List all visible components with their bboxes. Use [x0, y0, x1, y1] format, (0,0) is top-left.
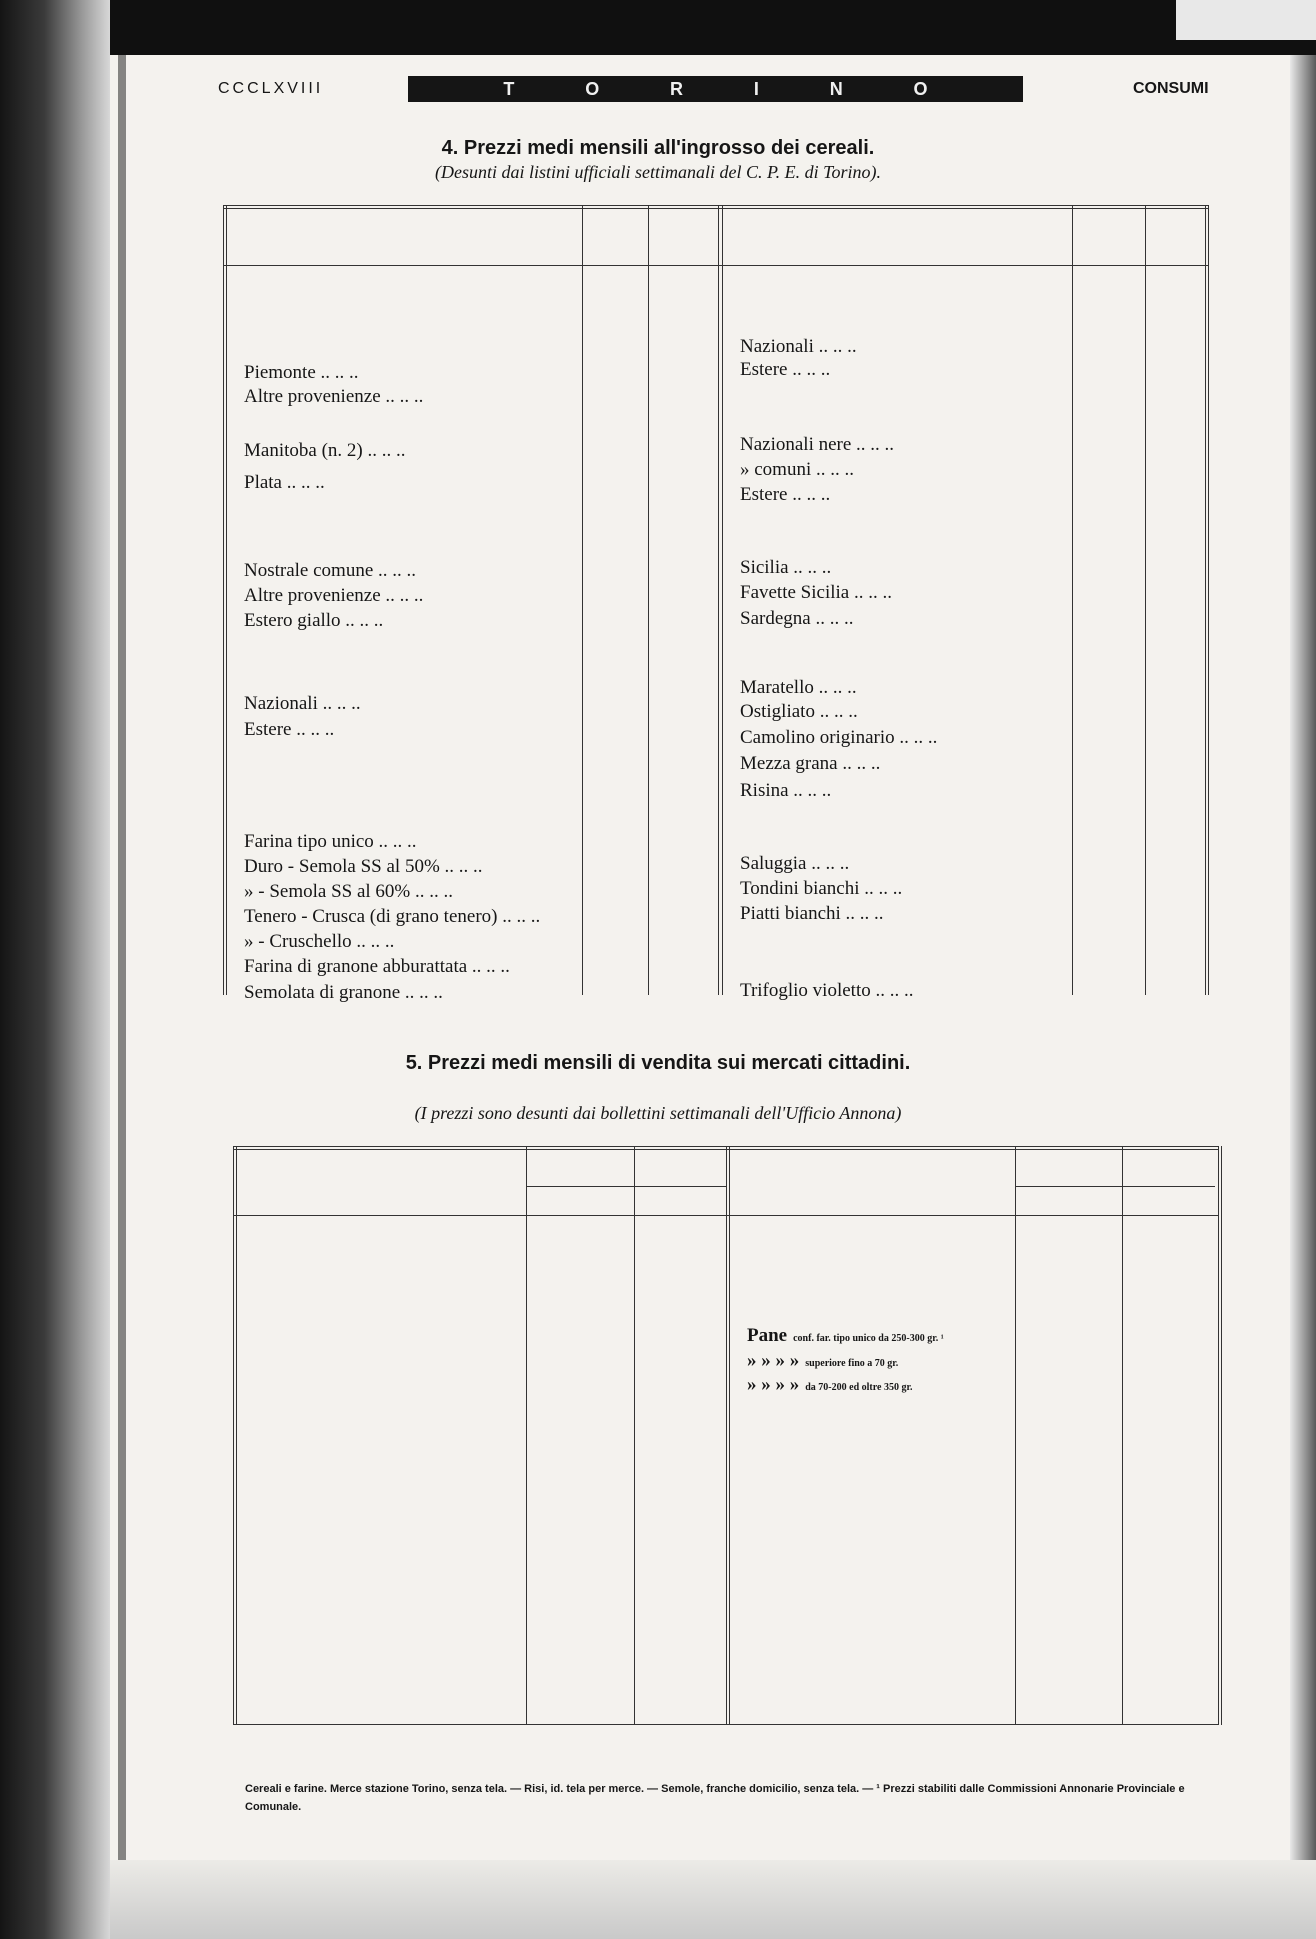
table5-prezzi-rule [526, 1186, 726, 1187]
table4-row-label: Piatti bianchi .. .. .. [740, 903, 884, 924]
table5-column-rule [236, 1146, 237, 1725]
table4-row-label: Estere .. .. .. [244, 719, 335, 740]
table4-row-label: Mezza grana .. .. .. [740, 753, 881, 774]
table4-row-label: Sicilia .. .. .. [740, 557, 832, 578]
city-letter: R [670, 78, 684, 99]
footnote: Cereali e farine. Merce stazione Torino, senza tela. — Risi, id. tela per merce. — Semole, franche domicilio, senza tela. — ¹ Prezzi stabiliti dalle Commissioni Annonarie Provinciale e Comunale. [245, 1783, 1185, 1813]
table5-row-note: da 70-200 ed oltre 350 gr. [805, 1382, 913, 1393]
city-letter: T [503, 78, 515, 99]
table5-row-label-text: » » » » [747, 1374, 800, 1395]
table4-row-label: Altre provenienze .. .. .. [244, 585, 424, 606]
table4-row-label: Maratello .. .. .. [740, 677, 857, 698]
table4-row-label: Tondini bianchi .. .. .. [740, 878, 903, 899]
table4-row-label: Duro - Semola SS al 50% .. .. .. [244, 856, 483, 877]
table4-row-label: » - Semola SS al 60% .. .. .. [244, 881, 453, 902]
table4-row-label: Altre provenienze .. .. .. [244, 386, 424, 407]
city-letter: O [913, 78, 928, 99]
table4-row-label: Sardegna .. .. .. [740, 608, 854, 629]
table4-row-label: Farina tipo unico .. .. .. [244, 831, 417, 852]
table4-row-label: Nostrale comune .. .. .. [244, 560, 417, 581]
table5-title: 5. Prezzi medi mensili di vendita sui mercati cittadini. [405, 1052, 911, 1074]
table4-row-label: Saluggia .. .. .. [740, 853, 850, 874]
table5-column-rule [526, 1146, 527, 1725]
table4-row-label: Estero giallo .. .. .. [244, 610, 384, 631]
table4-title: 4. Prezzi medi mensili all'ingrosso dei cereali. [441, 137, 875, 159]
table4-row-label: Risina .. .. .. [740, 780, 832, 801]
table4-row-label: Estere .. .. .. [740, 359, 831, 380]
table4-row-label: Ostigliato .. .. .. [740, 701, 858, 722]
table4-row-label: Tenero - Crusca (di grano tenero) .. .. .. [244, 906, 541, 927]
table5-column-rule [1218, 1146, 1219, 1725]
table5-column-rule [1015, 1146, 1016, 1725]
table4-row-label: Nazionali nere .. .. .. [740, 434, 895, 455]
table5-column-rule [729, 1146, 730, 1725]
table5-row-label-text: Pane [747, 1325, 788, 1346]
city-letter: N [829, 78, 843, 99]
table5-subtitle: (I prezzi sono desunti dai bollettini settimanali dell'Ufficio Annona) [414, 1103, 902, 1123]
table4-row-label: Trifoglio violetto .. .. .. [740, 980, 914, 1001]
table4-row-label: Favette Sicilia .. .. .. [740, 582, 892, 603]
table5-row-note: conf. far. tipo unico da 250-300 gr. ¹ [793, 1333, 944, 1344]
table4-row-label: Farina di granone abburattata .. .. .. [244, 956, 510, 977]
table4-row-label: Nazionali .. .. .. [740, 336, 857, 357]
table5-row-label [747, 1350, 898, 1375]
table5-column-rule [233, 1146, 234, 1725]
table4-row-label: Semolata di granone .. .. .. [244, 982, 443, 1003]
table4-row-label: Piemonte .. .. .. [244, 362, 359, 383]
table5-column-rule [726, 1146, 727, 1725]
city-letter: I [753, 78, 759, 99]
city-letter: O [585, 78, 600, 99]
table4-row-label: Plata .. .. .. [244, 472, 325, 493]
table4-row-label: Camolino originario .. .. .. [740, 727, 938, 748]
table5-row-label [747, 1374, 912, 1399]
page-number: CCCLXVIII [218, 80, 324, 97]
table4-row-label: » - Cruschello .. .. .. [244, 931, 395, 952]
section-title: CONSUMI [1133, 80, 1209, 97]
table4-row-label: Nazionali .. .. .. [244, 693, 361, 714]
table5-column-rule [1122, 1146, 1123, 1725]
table5-prezzi-rule [1015, 1186, 1215, 1187]
table4-row-label: Estere .. .. .. [740, 484, 831, 505]
table4-subtitle: (Desunti dai listini ufficiali settimanali del C. P. E. di Torino). [434, 162, 882, 182]
table4-row-label: Manitoba (n. 2) .. .. .. [244, 440, 406, 461]
table5-row-label [747, 1325, 944, 1350]
table5-row-note: superiore fino a 70 gr. [805, 1358, 899, 1369]
table5-column-rule [634, 1146, 635, 1725]
table4-row-label: » comuni .. .. .. [740, 459, 854, 480]
table5-row-label-text: » » » » [747, 1350, 800, 1371]
table5-column-rule [1221, 1146, 1222, 1725]
